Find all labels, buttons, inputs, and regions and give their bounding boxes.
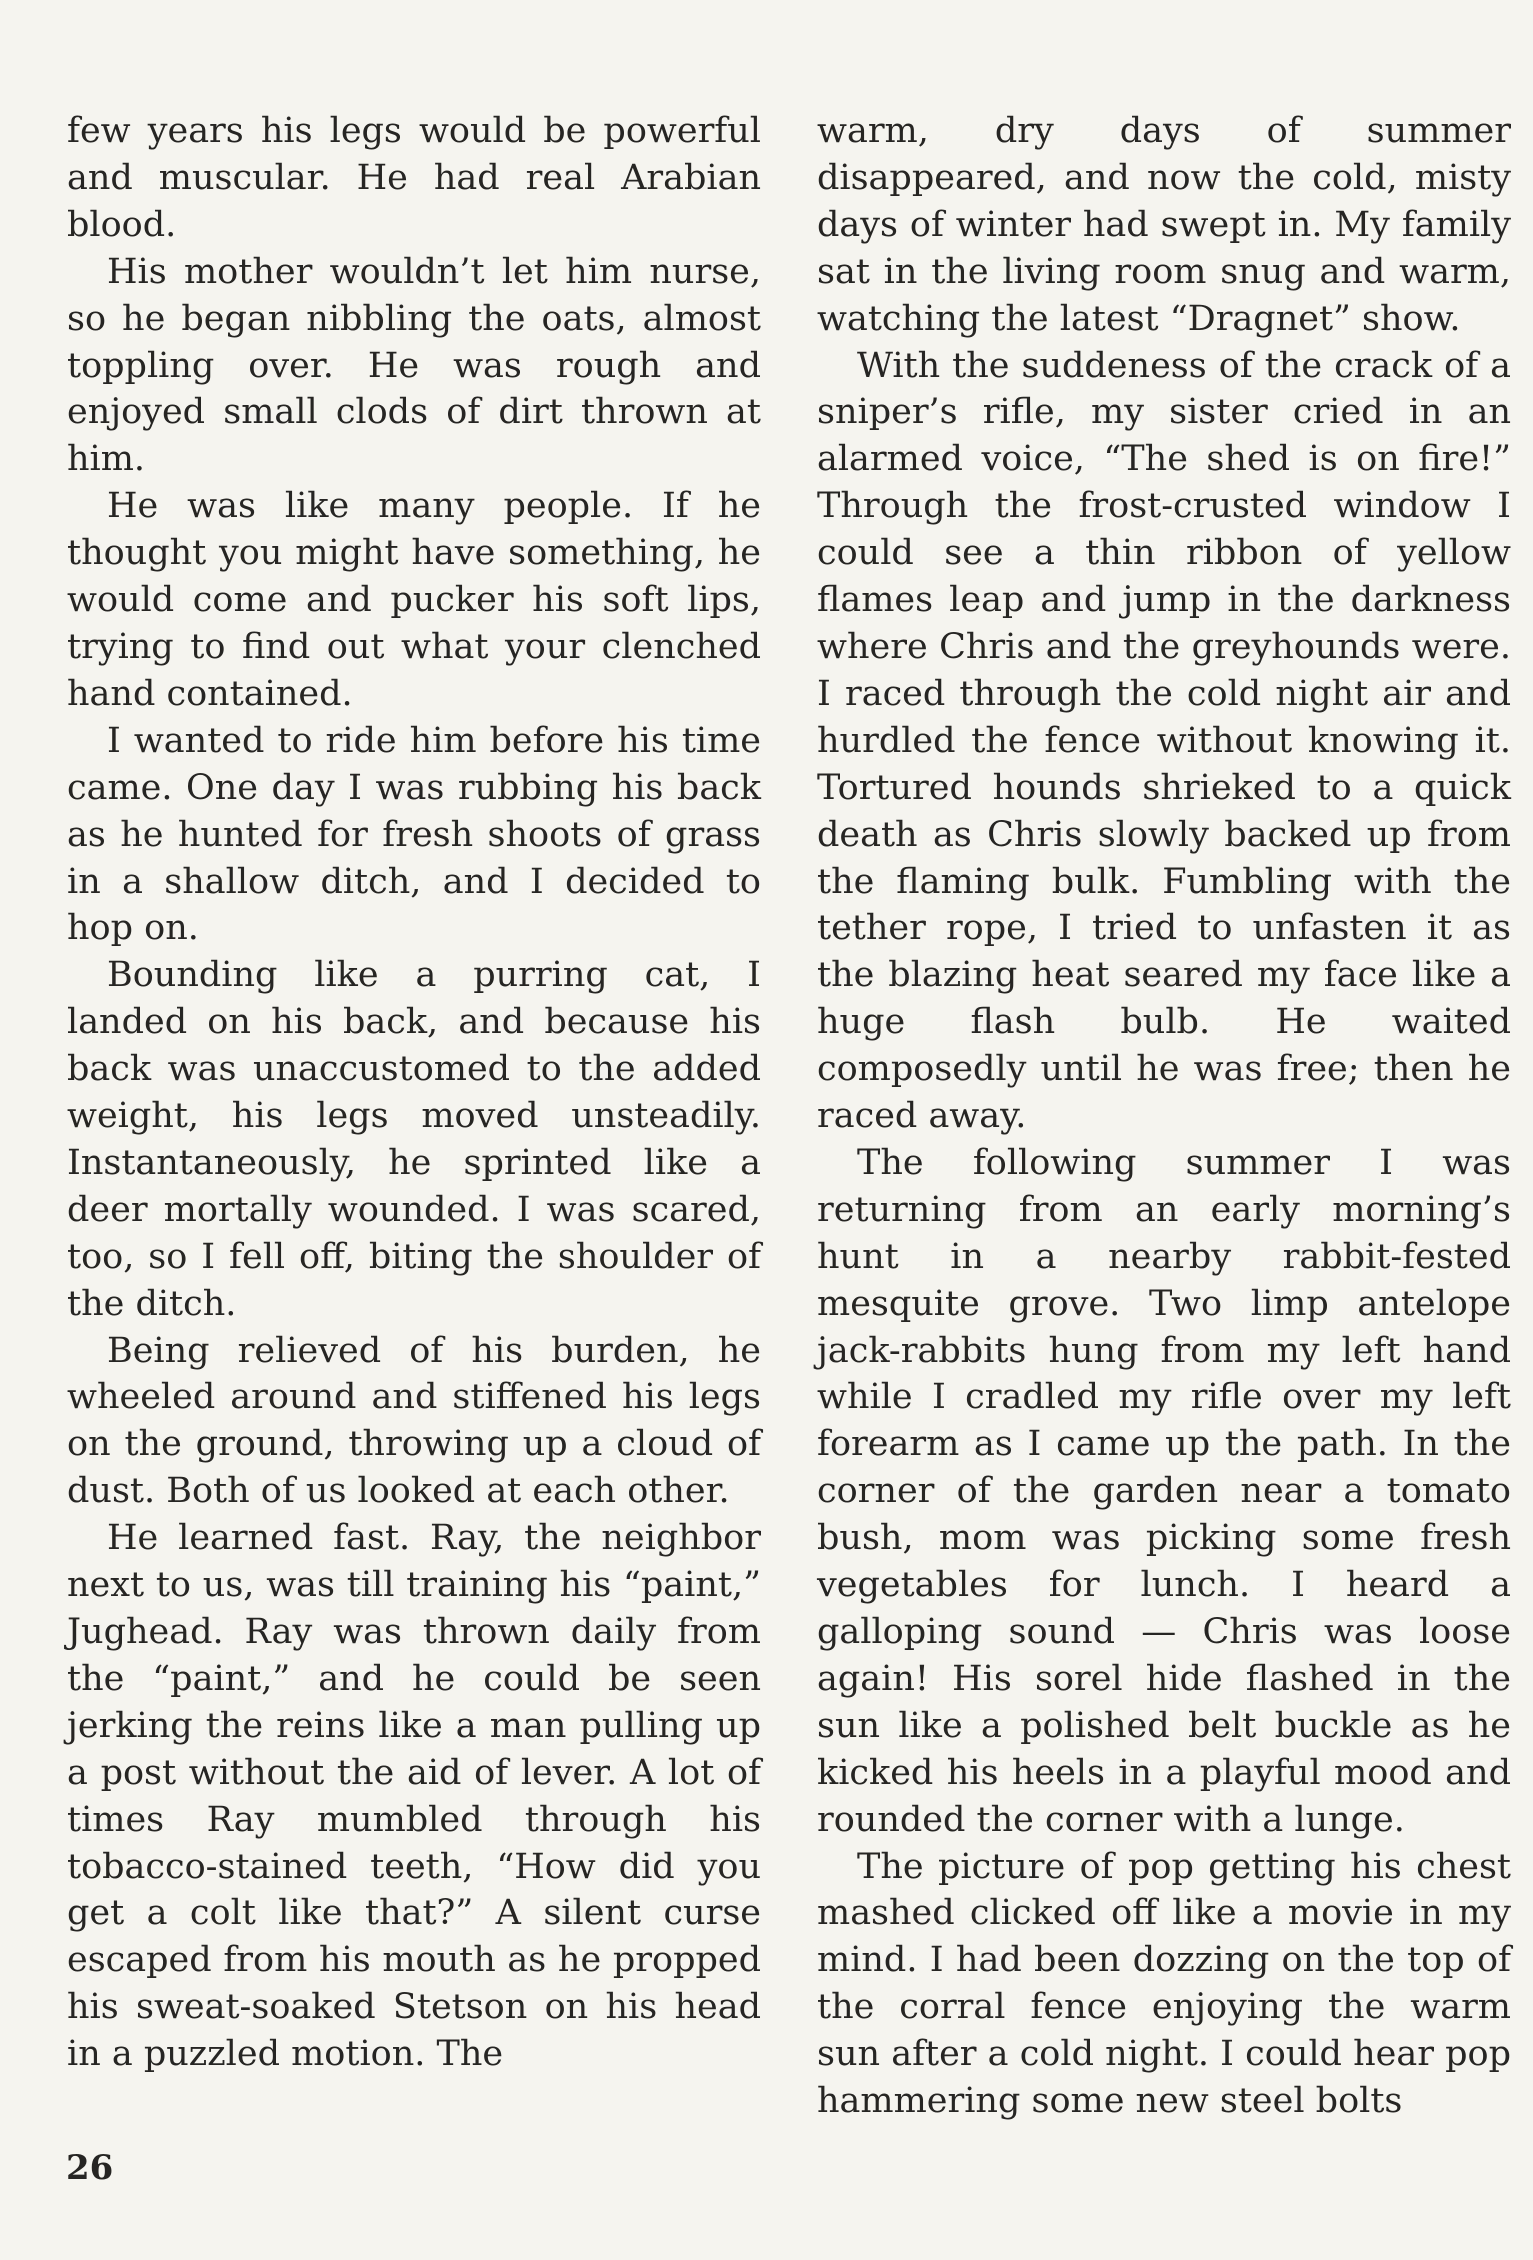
paragraph: He learned fast. Ray, the neighbor next to us, was till training his “paint,” Jughead. Ray was thrown daily from the “paint,” and he could be seen jerking the reins like a man pulling up a post without the aid of lever. A lot of times Ray mumbled through his tobacco-stained teeth, “How did you get a colt like that?” A silent curse escaped from his mouth as he propped his sweat-soaked Stetson on his head in a puzzled motion. The [67, 1518, 761, 2075]
page-number: 26 [66, 2148, 114, 2188]
paragraph: Bounding like a purring cat, I landed on his back, and because his back was unaccustomed to the added weight, his legs moved unsteadily. Instantaneously, he sprinted like a deer mortally wounded. I was scared, too, so I fell off, biting the shoulder of the ditch. [67, 955, 761, 1324]
paragraph: With the suddeness of the crack of a sniper’s rifle, my sister cried in an alarmed voice, “The shed is on fire!” Through the frost-crusted window I could see a thin ribbon of yellow flames leap and jump in the darkness where Chris and the greyhounds were. I raced through the cold night air and hurdled the fence without knowing it. Tortured hounds shrieked to a quick death as Chris slowly backed up from the flaming bulk. Fumbling with the tether rope, I tried to unfasten it as the blazing heat seared my face like a huge flash bulb. He waited composedly until he was free; then he raced away. [817, 345, 1511, 1137]
left-text-column [67, 108, 761, 2078]
paragraph: He was like many people. If he thought you might have something, he would come and pucker his soft lips, trying to find out what your clenched hand contained. [67, 486, 761, 714]
paragraph-continued: warm, dry days of summer disappeared, and now the cold, misty days of winter had swept in. My family sat in the living room snug and warm, watching the latest “Dragnet” show. [817, 111, 1511, 339]
paragraph: The picture of pop getting his chest mashed clicked off like a movie in my mind. I had been dozzing on the top of the corral fence enjoying the warm sun after a cold night. I could hear pop hammering some new steel bolts [817, 1846, 1511, 2122]
right-text-column [817, 108, 1511, 2125]
paragraph: Being relieved of his burden, he wheeled around and stiffened his legs on the ground, throwing up a cloud of dust. Both of us looked at each other. [67, 1330, 761, 1512]
paragraph: I wanted to ride him before his time came. One day I was rubbing his back as he hunted for fresh shoots of grass in a shallow ditch, and I decided to hop on. [67, 720, 761, 949]
paragraph: The following summer I was returning from an early morning’s hunt in a nearby rabbit-fested mesquite grove. Two limp antelope jack-rabbits hung from my left hand while I cradled my rifle over my left forearm as I came up the path. In the corner of the garden near a tomato bush, mom was picking some fresh vegetables for lunch. I heard a galloping sound — Chris was loose again! His sorel hide flashed in the sun like a polished belt buckle as he kicked his heels in a playful mood and rounded the corner with a lunge. [817, 1142, 1511, 1840]
paragraph-continued: few years his legs would be powerful and muscular. He had real Arabian blood. [67, 111, 761, 245]
paragraph: His mother wouldn’t let him nurse, so he began nibbling the oats, almost toppling over. He was rough and enjoyed small clods of dirt thrown at him. [67, 251, 761, 480]
